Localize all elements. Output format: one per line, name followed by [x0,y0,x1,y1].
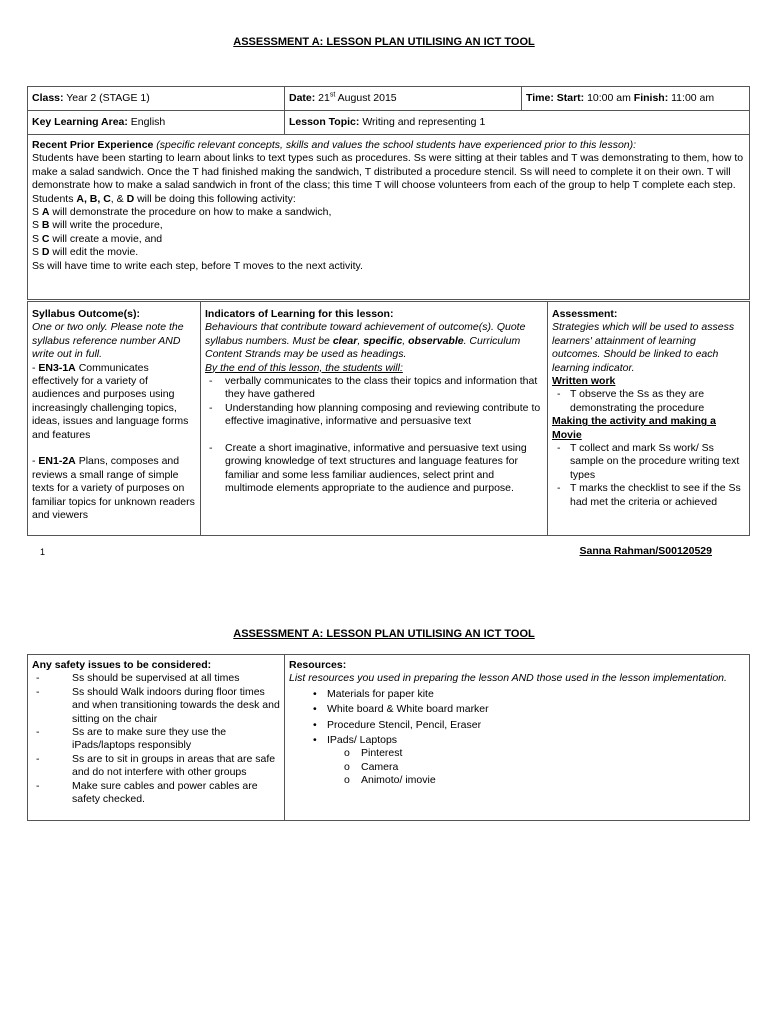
author-id: Sanna Rahman/S00120529 [579,545,712,557]
resource-item: • IPads/ Laptops [289,734,745,747]
safety-item: - Ss are to make sure they use the iPads/laptops responsibly [32,726,280,753]
resource-subitem: o Pinterest [289,747,745,760]
indicator-item: - verbally communicates to the class their topics and information that they have gathered [205,375,543,402]
syllabus-outcomes-cell: Syllabus Outcome(s): One or two only. Please note the syllabus reference number AND write out in full. - EN3-1A Communicates effectively for a variety of audiences and purposes using increasingly challenging topics, ideas, issues and language forms and features - EN1-2A Plans, composes and reviews a small range of simple texts for a variety of purposes on familiar topics for unknown readers and viewers [28,302,201,536]
resource-item: • White board & White board marker [289,703,745,716]
lesson-topic-cell: Lesson Topic: Writing and representing 1 [285,111,750,135]
safety-item: - Ss should be supervised at all times [32,672,280,685]
assessment-cell: Assessment: Strategies which will be used to assess learners' attainment of learning outcomes. Should be linked to each learning indicator. Written work - T observe the Ss as they are demonstrating the procedure Making the activity and making a Movie - T collect and mark Ss work/ Ss sample on the procedure writing text types - T marks the checklist to see if the Ss had met the criteria or achieved [548,302,750,536]
indicators-cell: Indicators of Learning for this lesson: Behaviours that contribute toward achievement of outcome(s). Quote syllabus numbers. Must be clear, specific, observable. Curriculum Content Strands may be used as headings. By the end of this lesson, the students will: - verbally communicates to the class their topics and information that they have gathered - Understanding how planning composing and reviewing contribute to effective imaginative, informative and persuasive text - Create a short imaginative, informative and persuasive text using growing knowledge of text structures and language features for familiar and some less familiar audiences, select print and multimode elements appropriate to the audience and purpose. [201,302,548,536]
resources-cell: Resources: List resources you used in preparing the lesson AND those used in the lesson implementation. • Materials for paper kite • White board & White board marker • Procedure Stencil, Pencil, Eraser • IPads/ Laptops o Pinterest o Camera o Animoto/ imovie [285,655,750,821]
page-number: 1 [40,547,46,557]
resource-item: • Procedure Stencil, Pencil, Eraser [289,719,745,732]
recent-prior-experience-cell: Recent Prior Experience (specific relevant concepts, skills and values the school students have experienced prior to this lesson): Students have been starting to learn about links to text types such as procedures. Ss were sitting at their tables and T was demonstrating to them, how to make a salad sandwich. Once the T had finished making the sandwich, T distributed a procedure stencil. Ss will need to complete it on their own. T will demonstrate how to make a salad sandwich in front of the class; this time T will choose volunteers from each of the group to help T complete each step. Students A, B, C, & D will be doing this following activity: S A will demonstrate the procedure on how to make a sandwich, S B will write the procedure, S C will create a movie, and S D will edit the movie. Ss will have time to write each step, before T moves to the next activity. [28,135,750,300]
page-title: ASSESSMENT A: LESSON PLAN UTILISING AN ICT TOOL [233,36,535,48]
safety-resources-table [27,654,750,821]
date-cell: Date: 21st August 2015 [285,87,522,111]
page-title-2: ASSESSMENT A: LESSON PLAN UTILISING AN ICT TOOL [233,628,535,640]
lesson-header-table [27,86,750,300]
class-cell: Class: Year 2 (STAGE 1) [28,87,285,111]
safety-item: - Make sure cables and power cables are safety checked. [32,780,280,807]
safety-item: - Ss are to sit in groups in areas that are safe and do not interfere with other groups [32,753,280,780]
key-learning-area-cell: Key Learning Area: English [28,111,285,135]
safety-item: - Ss should Walk indoors during floor times and when transitioning towards the desk and sitting on the chair [32,686,280,726]
resource-item: • Materials for paper kite [289,688,745,701]
assessment-item: - T marks the checklist to see if the Ss had met the criteria or achieved [552,482,745,509]
safety-cell: Any safety issues to be considered: - Ss should be supervised at all times - Ss should Walk indoors during floor times and when transitioning towards the desk and sitting on the chair - Ss are to make sure they use the iPads/laptops responsibly - Ss are to sit in groups in areas that are safe and do not interfere with other groups - Make sure cables and power cables are safety checked. [28,655,285,821]
resource-subitem: o Camera [289,761,745,774]
outcomes-table [27,301,750,536]
assessment-item: - T collect and mark Ss work/ Ss sample on the procedure writing text types [552,442,745,482]
assessment-item: - T observe the Ss as they are demonstrating the procedure [552,388,745,415]
indicator-item: - Understanding how planning composing and reviewing contribute to effective imaginative, informative and persuasive text [205,402,543,429]
indicator-item: - Create a short imaginative, informative and persuasive text using growing knowledge of text structures and language features for familiar and some less familiar audiences, select print and multimode elements appropriate to the audience and purpose. [205,442,543,496]
time-cell: Time: Start: 10:00 am Finish: 11:00 am [522,87,750,111]
resource-subitem: o Animoto/ imovie [289,774,745,787]
